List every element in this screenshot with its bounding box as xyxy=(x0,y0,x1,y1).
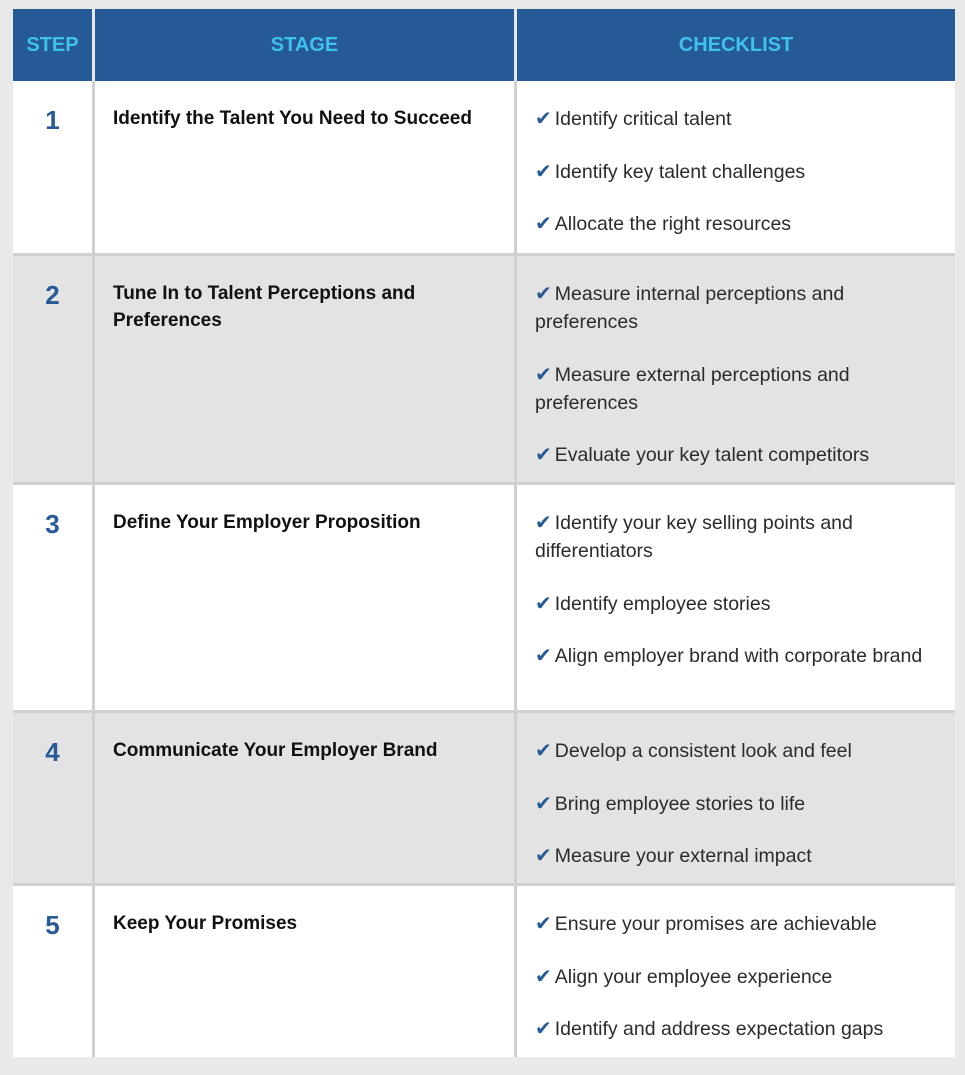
checklist-item: ✔ Identify key talent challenges xyxy=(535,160,806,183)
step-number: 1 xyxy=(45,105,60,135)
checkmark-icon: ✔ xyxy=(535,213,552,235)
checklist-item: ✔ Identify your key selling points and differentiators xyxy=(535,512,853,562)
column-divider xyxy=(514,81,517,256)
header-checklist: CHECKLIST xyxy=(678,34,794,56)
checkmark-icon: ✔ xyxy=(535,283,552,305)
step-number: 3 xyxy=(45,509,60,539)
checklist-item: ✔ Ensure your promises are achievable xyxy=(535,913,877,935)
checklist xyxy=(535,509,943,670)
step-number: 5 xyxy=(45,910,60,940)
checkmark-icon: ✔ xyxy=(535,108,552,130)
checklist xyxy=(535,280,943,469)
stage-title: Keep Your Promises xyxy=(113,913,298,934)
checklist-item: ✔ Identify and address expectation gaps xyxy=(535,1018,884,1040)
checklist-item: ✔ Allocate the right resources xyxy=(535,213,792,235)
table-row-3 xyxy=(13,485,955,713)
column-divider xyxy=(92,886,95,1057)
column-divider xyxy=(92,81,95,256)
checkmark-icon: ✔ xyxy=(535,645,552,667)
steps-table xyxy=(13,9,955,1057)
table-row-5 xyxy=(13,886,955,1057)
table-row-2 xyxy=(13,256,955,485)
checkmark-icon: ✔ xyxy=(535,740,552,762)
step-number: 2 xyxy=(45,280,60,310)
checklist-item: ✔ Measure internal perceptions and preferences xyxy=(535,283,845,333)
stage-title: Communicate Your Employer Brand xyxy=(113,740,438,761)
header-stage: STAGE xyxy=(270,34,339,56)
checkmark-icon: ✔ xyxy=(535,160,552,183)
checklist-item: ✔ Develop a consistent look and feel xyxy=(535,740,852,762)
checkmark-icon: ✔ xyxy=(535,965,552,988)
checklist-item: ✔ Bring employee stories to life xyxy=(535,792,806,815)
column-divider xyxy=(92,485,95,713)
table-header xyxy=(13,9,955,81)
stage-title: Define Your Employer Proposition xyxy=(113,512,421,533)
table-row-4 xyxy=(13,713,955,886)
column-divider xyxy=(514,713,517,886)
table-row-1 xyxy=(13,81,955,256)
checkmark-icon: ✔ xyxy=(535,444,552,466)
column-divider xyxy=(514,256,517,485)
header-step: STEP xyxy=(26,34,79,56)
checklist-item: ✔ Measure your external impact xyxy=(535,845,812,867)
checklist-item: ✔ Identify critical talent xyxy=(535,108,732,130)
checklist-item: ✔ Evaluate your key talent competitors xyxy=(535,444,870,466)
checklist-item: ✔ Identify employee stories xyxy=(535,592,771,615)
column-divider xyxy=(514,886,517,1057)
checkmark-icon: ✔ xyxy=(535,792,552,815)
checklist-item: ✔ Align employer brand with corporate brand xyxy=(535,645,923,667)
checkmark-icon: ✔ xyxy=(535,592,552,615)
stage-title: Tune In to Talent Perceptions and Preferences xyxy=(113,283,416,331)
checklist xyxy=(535,737,943,870)
checkmark-icon: ✔ xyxy=(535,845,552,867)
checkmark-icon: ✔ xyxy=(535,363,552,386)
checkmark-icon: ✔ xyxy=(535,913,552,935)
column-divider xyxy=(92,713,95,886)
checklist-item: ✔ Align your employee experience xyxy=(535,965,833,988)
checkmark-icon: ✔ xyxy=(535,512,552,534)
checkmark-icon: ✔ xyxy=(535,1018,552,1040)
checklist-item: ✔ Measure external perceptions and preferences xyxy=(535,363,850,414)
checklist xyxy=(535,105,943,238)
column-divider xyxy=(92,256,95,485)
column-divider xyxy=(514,485,517,713)
step-number: 4 xyxy=(45,737,60,767)
stage-title: Identify the Talent You Need to Succeed xyxy=(113,108,472,129)
checklist xyxy=(535,910,943,1043)
